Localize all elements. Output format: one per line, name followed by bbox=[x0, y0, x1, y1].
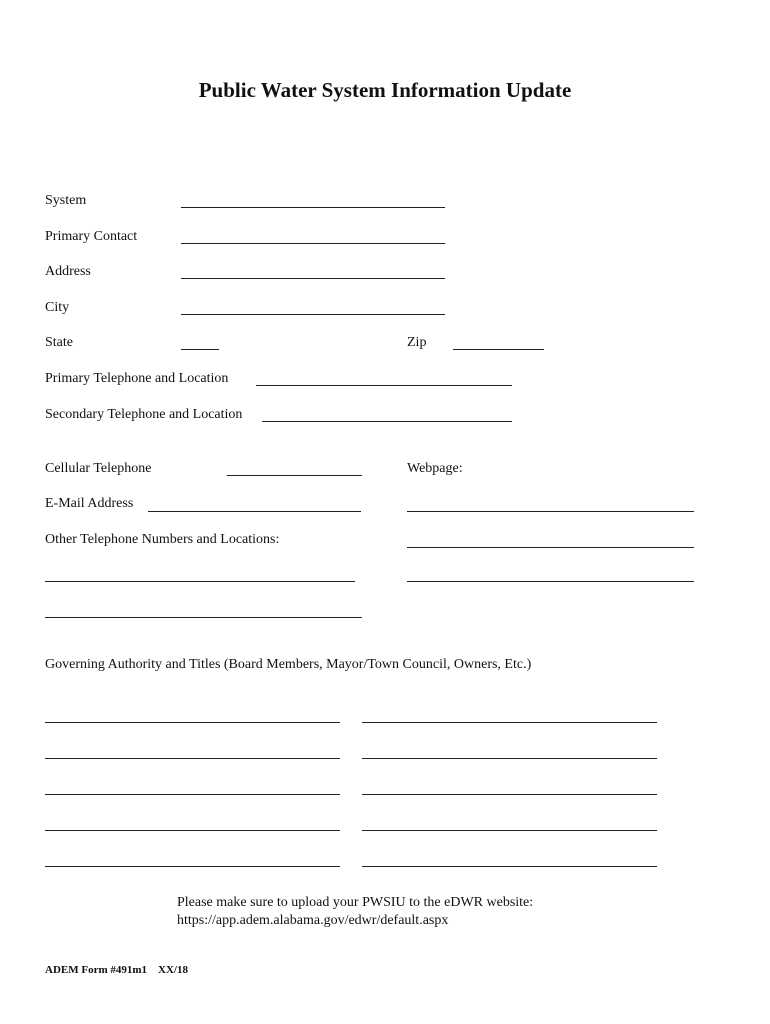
governing-authority-label: Governing Authority and Titles (Board Members, Mayor/Town Council, Owners, Etc.) bbox=[45, 657, 532, 672]
upload-note: Please make sure to upload your PWSIU to the eDWR website: bbox=[177, 895, 534, 910]
address-field[interactable] bbox=[181, 278, 445, 279]
governing-field-left-2[interactable] bbox=[45, 758, 340, 759]
governing-field-left-4[interactable] bbox=[45, 830, 340, 831]
email-field[interactable] bbox=[148, 511, 361, 512]
governing-field-right-3[interactable] bbox=[362, 794, 657, 795]
secondary-phone-field[interactable] bbox=[262, 421, 512, 422]
form-number: ADEM Form #491m1 XX/18 bbox=[45, 964, 188, 976]
cellular-phone-field[interactable] bbox=[227, 475, 362, 476]
primary-phone-field[interactable] bbox=[256, 385, 512, 386]
city-label: City bbox=[45, 300, 70, 315]
edwr-url: https://app.adem.alabama.gov/edwr/default.aspx bbox=[177, 913, 449, 928]
city-field[interactable] bbox=[181, 314, 445, 315]
webpage-field-1[interactable] bbox=[407, 511, 694, 512]
zip-field[interactable] bbox=[453, 349, 544, 350]
zip-label: Zip bbox=[407, 335, 427, 350]
governing-field-left-1[interactable] bbox=[45, 722, 340, 723]
primary-phone-label: Primary Telephone and Location bbox=[45, 371, 229, 386]
governing-field-right-2[interactable] bbox=[362, 758, 657, 759]
system-label: System bbox=[45, 193, 87, 208]
other-phones-field-1[interactable] bbox=[45, 581, 355, 582]
governing-field-right-1[interactable] bbox=[362, 722, 657, 723]
state-label: State bbox=[45, 335, 73, 350]
state-field[interactable] bbox=[181, 349, 219, 350]
cellular-phone-label: Cellular Telephone bbox=[45, 461, 152, 476]
governing-field-left-3[interactable] bbox=[45, 794, 340, 795]
governing-field-right-5[interactable] bbox=[362, 866, 657, 867]
webpage-field-2[interactable] bbox=[407, 547, 694, 548]
email-label: E-Mail Address bbox=[45, 496, 134, 511]
webpage-field-3[interactable] bbox=[407, 581, 694, 582]
system-field[interactable] bbox=[181, 207, 445, 208]
webpage-label: Webpage: bbox=[407, 461, 463, 476]
primary-contact-label: Primary Contact bbox=[45, 229, 138, 244]
governing-field-left-5[interactable] bbox=[45, 866, 340, 867]
primary-contact-field[interactable] bbox=[181, 243, 445, 244]
address-label: Address bbox=[45, 264, 91, 279]
page-title: Public Water System Information Update bbox=[198, 78, 572, 102]
other-phones-label: Other Telephone Numbers and Locations: bbox=[45, 532, 280, 547]
other-phones-field-2[interactable] bbox=[45, 617, 362, 618]
governing-field-right-4[interactable] bbox=[362, 830, 657, 831]
secondary-phone-label: Secondary Telephone and Location bbox=[45, 407, 243, 422]
